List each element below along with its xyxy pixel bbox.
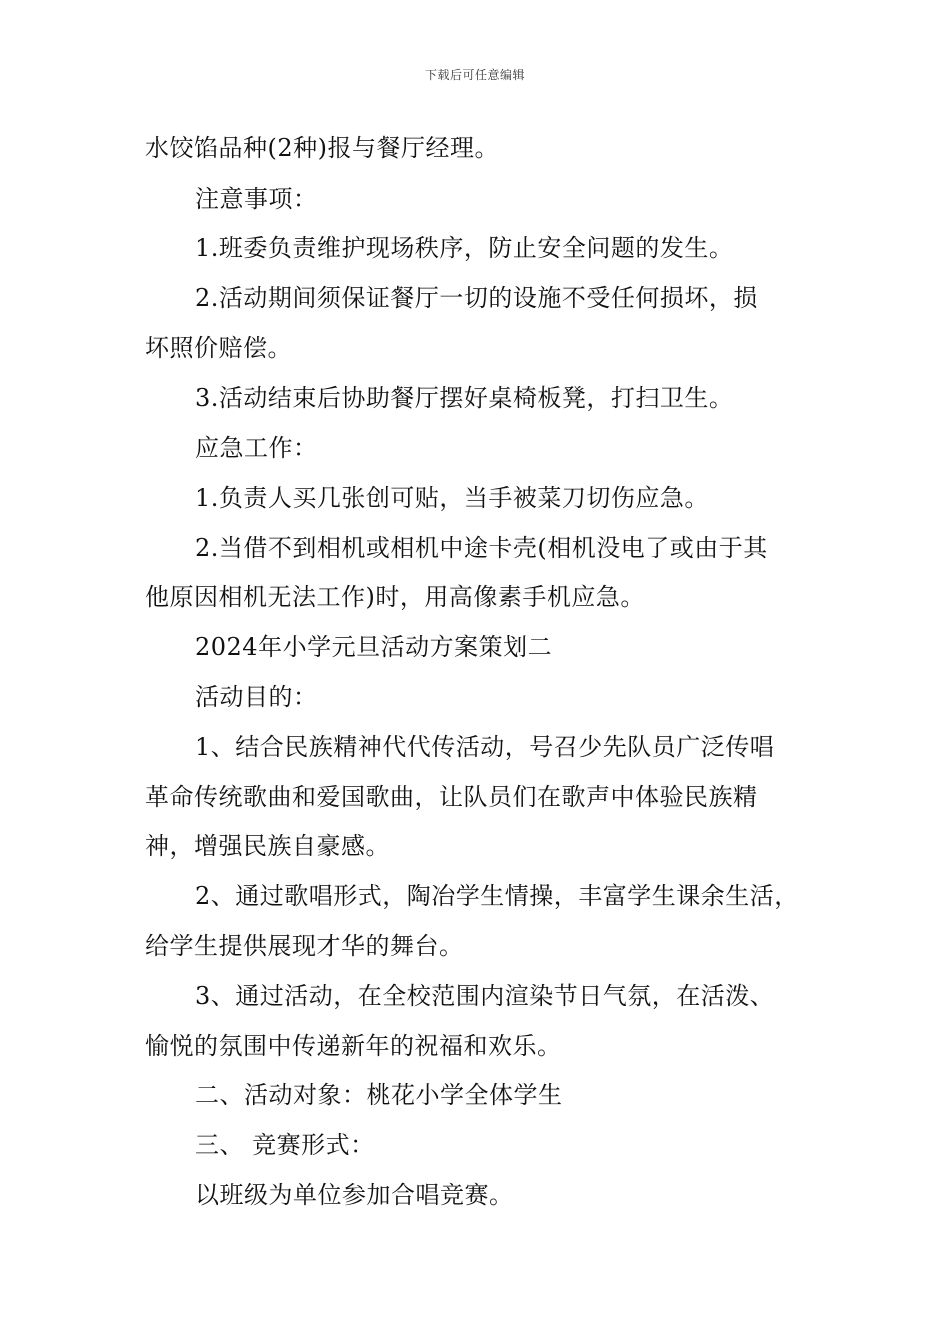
list-item: 3、通过活动，在全校范围内渲染节日气氛，在活泼、	[195, 982, 775, 1010]
section-heading: 活动目的：	[195, 683, 318, 711]
section-heading: 应急工作：	[195, 434, 318, 462]
body-line: 愉悦的氛围中传递新年的祝福和欢乐。	[145, 1032, 562, 1060]
body-line: 给学生提供展现才华的舞台。	[145, 932, 464, 960]
list-item: 2.活动期间须保证餐厅一切的设施不受任何损坏，损	[195, 284, 758, 312]
list-item: 3.活动结束后协助餐厅摆好桌椅板凳，打扫卫生。	[195, 384, 734, 412]
list-item: 1、结合民族精神代代传活动，号召少先队员广泛传唱	[195, 733, 775, 761]
section-heading: 三、 竞赛形式：	[195, 1131, 375, 1159]
list-item: 1.班委负责维护现场秩序，防止安全问题的发生。	[195, 234, 734, 262]
body-line: 革命传统歌曲和爱国歌曲，让队员们在歌声中体验民族精	[145, 783, 758, 811]
list-item: 2.当借不到相机或相机中途卡壳(相机没电了或由于其	[195, 534, 768, 562]
body-line: 水饺馅品种(2种)报与餐厅经理。	[145, 134, 499, 162]
body-line: 以班级为单位参加合唱竞赛。	[195, 1181, 514, 1209]
body-line: 坏照价赔偿。	[145, 334, 292, 362]
document-subtitle: 2024年小学元旦活动方案策划二	[195, 633, 553, 661]
body-line: 他原因相机无法工作)时，用高像素手机应急。	[145, 583, 645, 611]
section-heading: 注意事项：	[195, 185, 318, 213]
list-item: 2、通过歌唱形式，陶冶学生情操，丰富学生课余生活，	[195, 882, 799, 910]
section-heading: 二、活动对象：桃花小学全体学生	[195, 1081, 563, 1109]
page-header: 下载后可任意编辑	[424, 68, 525, 82]
list-item: 1.负责人买几张创可贴，当手被菜刀切伤应急。	[195, 484, 709, 512]
body-line: 神，增强民族自豪感。	[145, 832, 390, 860]
